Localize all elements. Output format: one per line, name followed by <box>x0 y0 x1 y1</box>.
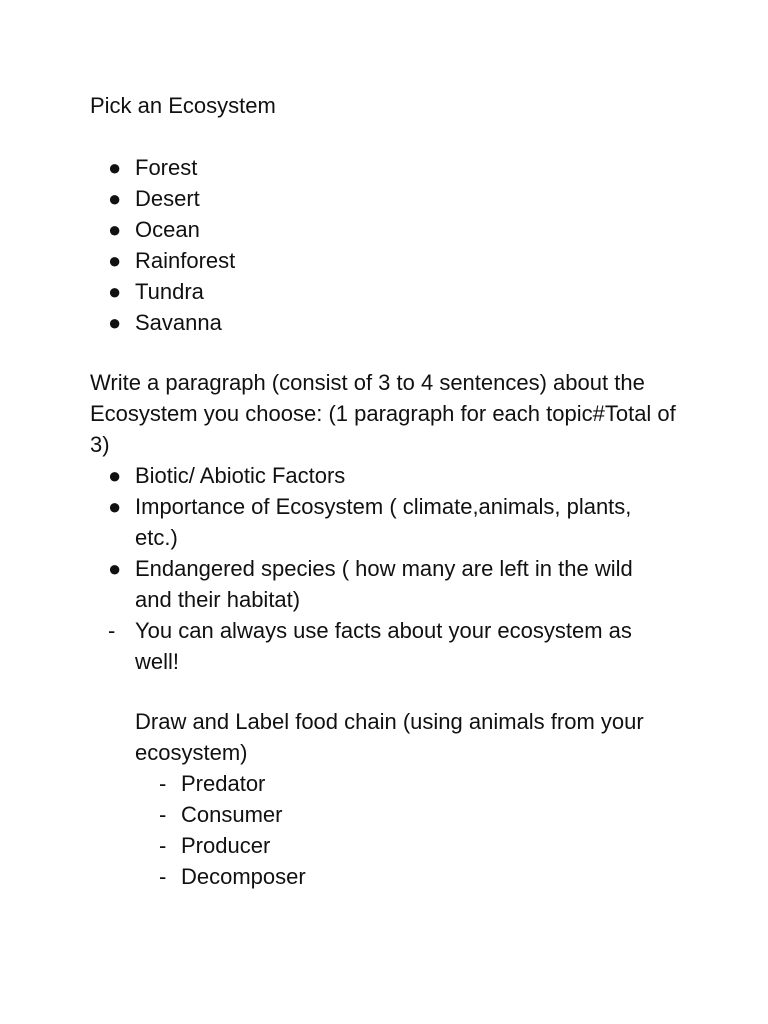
role-consumer: Consumer <box>181 802 283 827</box>
facts-note: You can always use facts about your ecosystem as well! <box>135 618 632 674</box>
role-decomposer: Decomposer <box>181 864 306 889</box>
list-item <box>90 214 690 245</box>
ecosystem-forest: Forest <box>135 155 198 180</box>
list-item <box>135 861 675 892</box>
list-item <box>90 245 690 276</box>
dash-icon: - <box>159 864 167 889</box>
food-chain-section <box>135 706 675 892</box>
list-item <box>90 615 670 677</box>
food-chain-roles <box>135 768 675 892</box>
topic-endangered-species: Endangered species ( how many are left in the wild and their habitat) <box>135 556 633 612</box>
topic-biotic-abiotic: Biotic/ Abiotic Factors <box>135 463 346 488</box>
ecosystem-savanna: Savanna <box>135 310 222 335</box>
list-item <box>135 799 675 830</box>
ecosystem-tundra: Tundra <box>135 279 204 304</box>
bullet-icon: ● <box>108 186 122 211</box>
paragraph-prompt: Write a paragraph (consist of 3 to 4 sentences) about the Ecosystem you choose: (1 paragraph for each topic#Total of 3) <box>90 370 676 457</box>
list-item <box>135 768 675 799</box>
role-producer: Producer <box>181 833 271 858</box>
bullet-icon: ● <box>108 494 122 519</box>
bullet-icon: ● <box>108 279 122 304</box>
ecosystem-desert: Desert <box>135 186 200 211</box>
dash-icon: - <box>108 618 116 643</box>
bullet-icon: ● <box>108 248 122 273</box>
list-item <box>90 553 670 615</box>
topic-list <box>90 460 670 677</box>
dash-icon: - <box>159 802 167 827</box>
ecosystem-list <box>90 152 690 338</box>
topic-importance: Importance of Ecosystem ( climate,animals, plants, etc.) <box>135 494 632 550</box>
list-item <box>90 460 670 491</box>
bullet-icon: ● <box>108 217 122 242</box>
page-heading: Pick an Ecosystem <box>90 93 276 118</box>
list-item <box>90 307 690 338</box>
role-predator: Predator <box>181 771 266 796</box>
ecosystem-ocean: Ocean <box>135 217 200 242</box>
bullet-icon: ● <box>108 556 122 581</box>
list-item <box>90 276 690 307</box>
food-chain-instruction: Draw and Label food chain (using animals from your ecosystem) <box>135 709 644 765</box>
bullet-icon: ● <box>108 310 122 335</box>
list-item <box>135 830 675 861</box>
list-item <box>90 152 690 183</box>
ecosystem-rainforest: Rainforest <box>135 248 236 273</box>
bullet-icon: ● <box>108 463 122 488</box>
list-item <box>90 491 670 553</box>
bullet-icon: ● <box>108 155 122 180</box>
dash-icon: - <box>159 833 167 858</box>
list-item <box>90 183 690 214</box>
dash-icon: - <box>159 771 167 796</box>
